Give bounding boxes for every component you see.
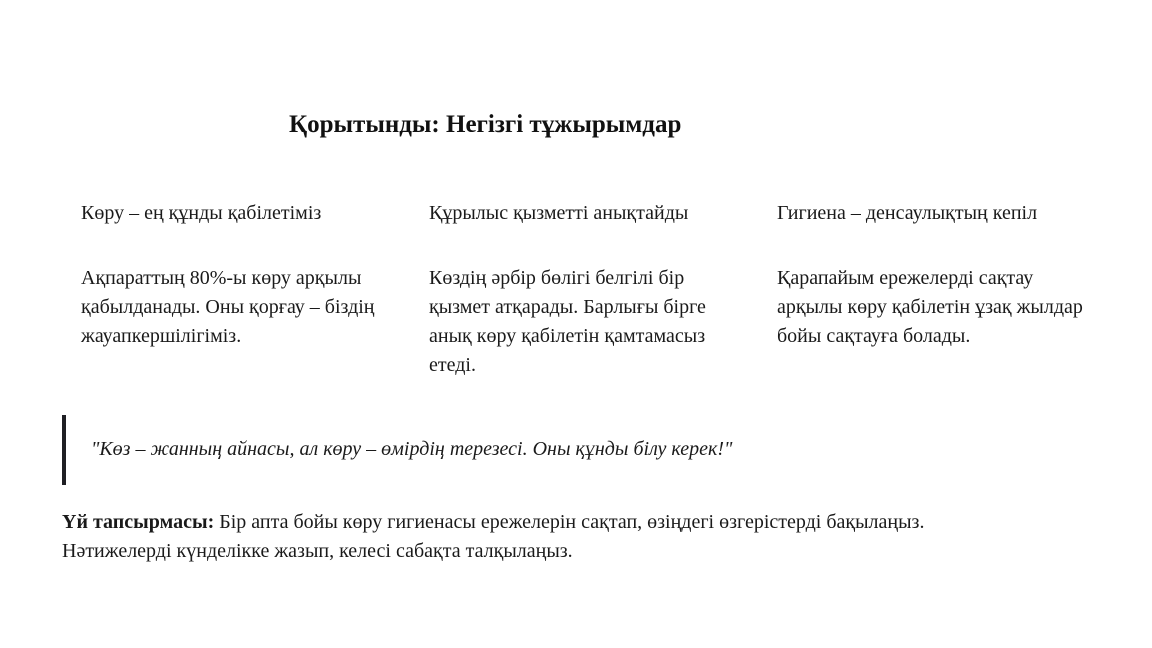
key-point-body: Көздің әрбір бөлігі белгілі бір қызмет атқарады. Барлығы бірге анық көру қабілетін қамтамасыз етеді.	[429, 267, 706, 376]
quote-accent-bar	[62, 415, 66, 485]
key-point-column-1	[81, 199, 401, 351]
key-point-column-3	[777, 199, 1097, 351]
quote-text: "Көз – жанның айнасы, ал көру – өмірдің терезесі. Оны құнды білу керек!"	[91, 438, 733, 460]
key-point-heading: Көру – ең құнды қабілетіміз	[81, 202, 322, 224]
key-point-heading: Гигиена – денсаулықтың кепіл	[777, 202, 1038, 224]
homework-label: Үй тапсырмасы:	[62, 511, 215, 533]
key-point-column-2	[429, 199, 749, 380]
key-point-body: Қарапайым ережелерді сақтау арқылы көру қабілетін ұзақ жылдар бойы сақтауға болады.	[777, 267, 1083, 347]
key-point-heading: Құрылыс қызметті анықтайды	[429, 202, 689, 224]
homework-text: Бір апта бойы көру гигиенасы ережелерін сақтап, өзіңдегі өзгерістерді бақылаңыз. Нәтижелерді күнделікке жазып, келесі сабақта талқылаңыз.	[62, 511, 925, 562]
slide-title: Қорытынды: Негізгі тұжырымдар	[289, 110, 682, 138]
key-point-body: Ақпараттың 80%-ы көру арқылы қабылданады. Оны қорғау – біздің жауапкершілігіміз.	[81, 267, 375, 347]
homework-paragraph	[62, 508, 1002, 566]
